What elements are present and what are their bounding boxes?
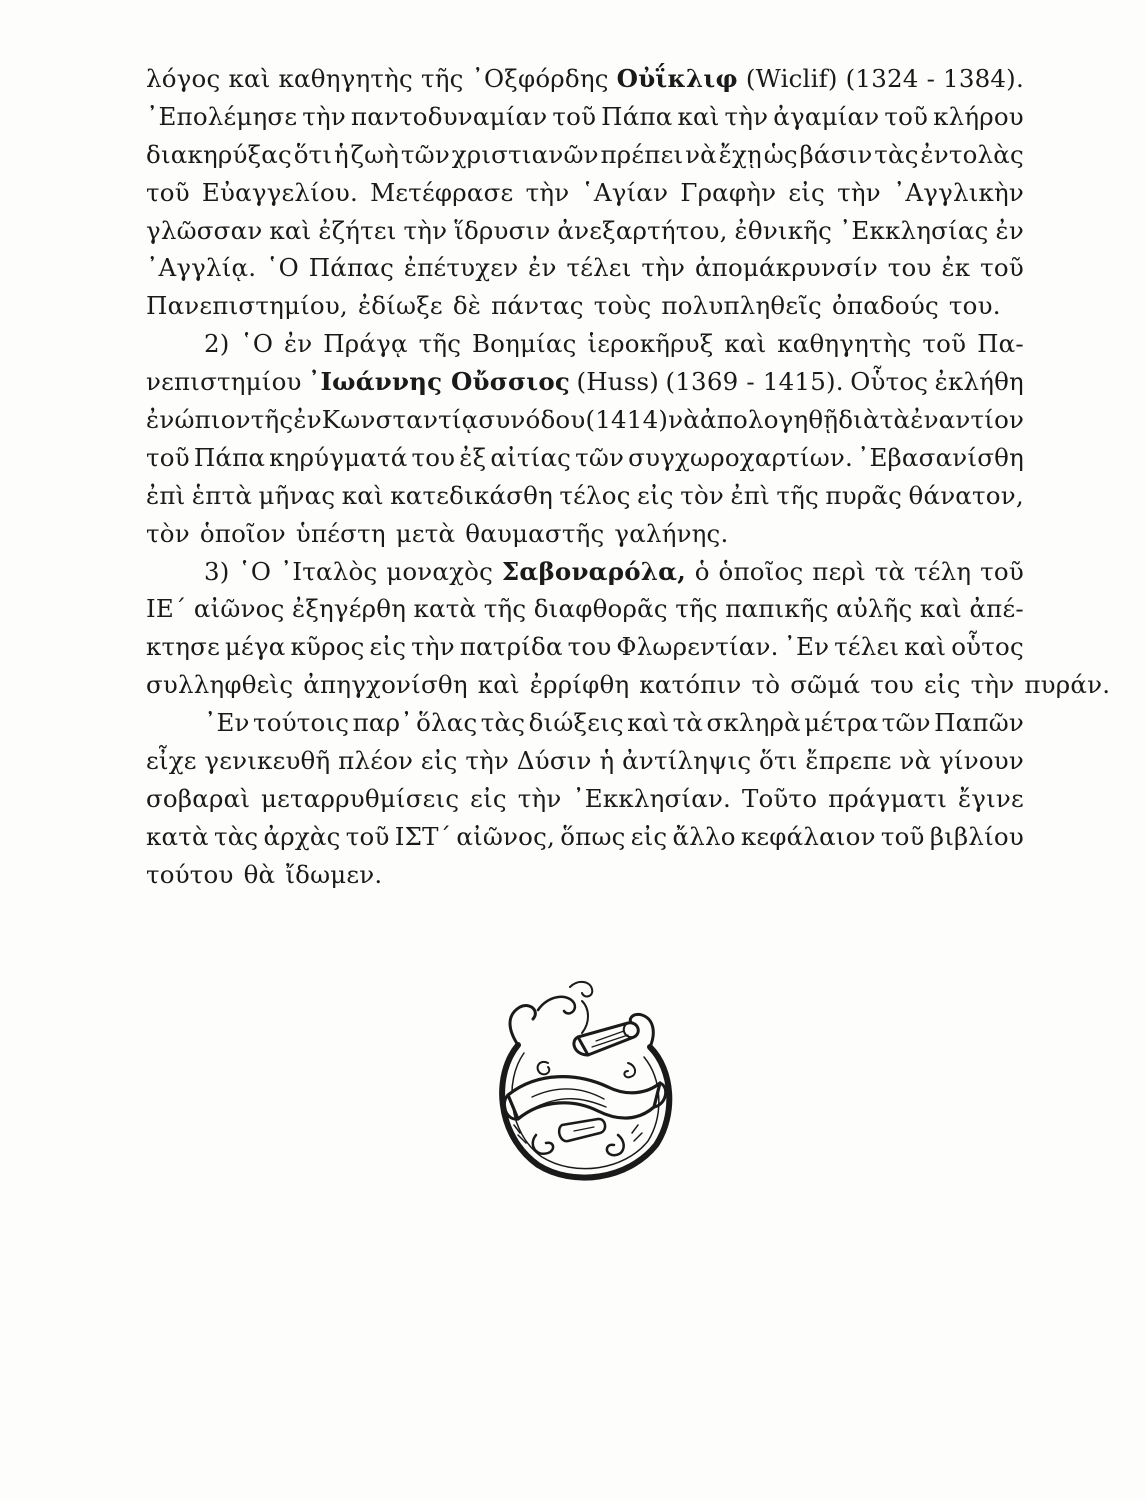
word: ῾Ο <box>266 253 299 283</box>
word: τῆς <box>483 594 527 624</box>
word: τῶν <box>881 708 931 738</box>
text-line <box>146 136 1024 174</box>
word: πλέον <box>338 746 414 776</box>
word: αἰῶνος <box>193 594 285 624</box>
word: ἡ <box>333 139 349 169</box>
word: ἐδίωξε <box>357 291 443 321</box>
word: τὴν <box>525 177 570 207</box>
word: οὗτος <box>951 632 1024 662</box>
word: (1324 - 1384). <box>845 64 1024 93</box>
word: ἐκλήθη <box>934 367 1024 397</box>
word: περὶ <box>812 556 866 586</box>
word: κατὰ <box>146 821 209 851</box>
word: τούτου <box>146 859 234 889</box>
word: κατὰ <box>413 594 477 624</box>
word: ἀνεξαρτήτου, <box>557 215 728 245</box>
word: Βοημίας <box>471 329 577 359</box>
word: τοῦ <box>146 177 190 207</box>
word: τῆς <box>675 594 718 624</box>
word: σῶμά <box>790 670 861 700</box>
word: τὰς <box>480 708 526 738</box>
text-line <box>146 363 1024 401</box>
word: πυρᾶς <box>825 480 903 510</box>
word: ἐν <box>995 215 1024 245</box>
word: πράγματι <box>828 783 948 813</box>
word: θαυμαστῆς <box>465 518 605 548</box>
word: τὸν <box>680 480 724 510</box>
text-line <box>146 515 1024 553</box>
word: ᾿Ιταλὸς <box>279 556 378 586</box>
body-text <box>146 60 1111 894</box>
word: μεταρρυθμίσεις <box>261 783 460 813</box>
word: διαφθορᾶς <box>533 594 668 624</box>
word: αἰῶνος, <box>456 821 556 851</box>
word: ζωὴ <box>350 139 400 169</box>
text-line <box>146 98 1024 136</box>
text-line <box>146 590 1024 628</box>
text-line <box>146 553 1024 591</box>
word: καὶ <box>477 670 520 700</box>
word: ἀπηγχονίσθη <box>303 670 468 700</box>
word: ἀπολογηθῇ <box>699 405 839 435</box>
word: τῶν <box>575 442 625 472</box>
word: τοῦ <box>146 442 190 472</box>
word: κτησε <box>146 632 220 662</box>
text-line <box>146 60 1024 98</box>
word: ΙΕ΄ <box>146 594 187 624</box>
text-line <box>146 401 1024 439</box>
text-line <box>146 742 1024 780</box>
word: (Huss) <box>576 367 660 397</box>
word: βιβλίου <box>929 821 1024 851</box>
word: θάνατον, <box>908 480 1024 510</box>
word: ἴδωμεν. <box>285 859 383 889</box>
word: διώξεις <box>528 708 624 738</box>
word: λόγος <box>146 64 221 93</box>
word: ὑπέστη <box>295 518 386 548</box>
word: ἡ <box>599 746 615 776</box>
word: μέτρα <box>804 708 879 738</box>
word: του <box>870 670 915 700</box>
word: ἔγινε <box>957 783 1024 813</box>
word: καὶ <box>627 708 670 738</box>
word: τοῦ <box>980 556 1024 586</box>
word: αἰτίας <box>490 442 572 472</box>
word: 2) <box>204 329 230 359</box>
word: δὲ <box>452 291 482 321</box>
word: ᾿Οξφόρδης <box>471 64 609 93</box>
word: ἐπὶ <box>730 480 770 510</box>
word: εἰς <box>470 783 507 813</box>
word: του <box>567 632 612 662</box>
word: καὶ <box>904 632 947 662</box>
word: καθηγητὴς <box>777 329 912 359</box>
word: τοῦ <box>880 821 925 851</box>
word: (Wiclif) <box>745 64 838 93</box>
word: εἰς <box>788 177 825 207</box>
word: καὶ <box>919 594 962 624</box>
text-line <box>146 477 1024 515</box>
word: ἐζήτει <box>318 215 397 245</box>
word: πρέπει <box>600 139 684 169</box>
text-line <box>146 666 1111 704</box>
text-line <box>146 325 1024 363</box>
word: εἰς <box>924 670 961 700</box>
word: τὴν <box>970 670 1015 700</box>
word: ῾Ο <box>240 329 274 359</box>
word: βάσιν <box>799 139 873 169</box>
word: ἀγαμίαν <box>773 101 880 131</box>
word: ἐξηγέρθη <box>292 594 407 624</box>
word: ῾Ο <box>238 556 272 586</box>
word: ἐθνικῆς <box>734 215 833 245</box>
word: ὅτι <box>759 746 798 776</box>
word: τέλος <box>559 480 631 510</box>
word: Πα- <box>977 329 1024 359</box>
word: τὴν <box>302 101 346 131</box>
word: ὅπως <box>560 821 626 851</box>
word: τοῦ <box>980 253 1024 283</box>
word: τῆς <box>250 405 294 435</box>
word: ῾Αγίαν <box>581 177 669 207</box>
word: τοῦ <box>922 329 967 359</box>
word: τοῦ <box>884 101 929 131</box>
word: καθηγητὴς <box>278 64 413 93</box>
word: αὐλῆς <box>836 594 913 624</box>
text-line <box>146 212 1024 250</box>
word: ἱεροκῆρυξ <box>587 329 714 359</box>
word: Πάπας <box>308 253 395 283</box>
word: τὴν <box>517 783 562 813</box>
word: Γραφὴν <box>680 177 777 207</box>
word: ἐν <box>283 329 313 359</box>
word: χριστιανῶν <box>451 139 599 169</box>
word: καὶ <box>269 215 312 245</box>
word: Πράγᾳ <box>323 329 408 359</box>
word: γίνουν <box>939 746 1024 776</box>
text-line <box>146 818 1024 856</box>
word: καὶ <box>341 480 384 510</box>
word: ἐν <box>528 253 557 283</box>
word: κεφάλαιον <box>740 821 876 851</box>
word: ὁ <box>694 556 710 586</box>
word: τῆς <box>776 480 819 510</box>
text-line <box>146 287 1024 325</box>
word: πάντας <box>491 291 584 321</box>
word: τὸ <box>751 670 781 700</box>
word: Παπῶν <box>934 708 1024 738</box>
word: ἔχῃ <box>718 139 762 169</box>
word: συνόδου <box>478 405 586 435</box>
word: νὰ <box>668 405 700 435</box>
bold-name: Σαβοναρόλα, <box>501 556 686 586</box>
text-line <box>146 780 1024 818</box>
word: ἀπομάκρυνσίν <box>694 253 878 283</box>
word: μοναχὸς <box>386 556 494 586</box>
word: συγχωροχαρτίων. <box>628 442 853 472</box>
word: νὰ <box>685 139 717 169</box>
word: καὶ <box>677 101 720 131</box>
word: κῦρος <box>290 632 365 662</box>
word: νὰ <box>899 746 932 776</box>
word: ἐναντίον <box>910 405 1025 435</box>
word: Εὐαγγελίου. <box>201 177 358 207</box>
word: τοὺς <box>593 291 652 321</box>
word: τὰ <box>874 556 906 586</box>
word: ἵδρυσιν <box>454 215 551 245</box>
word: παντοδυναμίαν <box>350 101 548 131</box>
word: καὶ <box>724 329 767 359</box>
word: ἐξ <box>459 442 487 472</box>
word: παπικῆς <box>725 594 829 624</box>
word: εἰς <box>637 480 674 510</box>
word: τέλει <box>834 632 900 662</box>
word: Μετέφρασε <box>370 177 514 207</box>
word: τὸν <box>146 518 190 548</box>
word: ἑπτὰ <box>191 480 253 510</box>
word: ὅλας <box>416 708 478 738</box>
word: κατεδικάσθη <box>390 480 553 510</box>
word: εἰς <box>369 632 407 662</box>
word: εἰς <box>420 746 458 776</box>
word: εἶχε <box>146 746 197 776</box>
word: ἐπὶ <box>146 480 186 510</box>
word: κλήρου <box>933 101 1024 131</box>
word: μετὰ <box>395 518 456 548</box>
word: σοβαραὶ <box>146 783 251 813</box>
bold-name: ᾿Ιωάννης Οὔσσιος <box>308 367 570 397</box>
word: θὰ <box>243 859 276 889</box>
word: γαλήνης. <box>614 518 729 548</box>
text-line <box>146 174 1024 212</box>
word: πυράν. <box>1024 670 1111 700</box>
word: μῆνας <box>258 480 336 510</box>
word: εἰς <box>630 821 668 851</box>
text-line <box>146 249 1024 287</box>
word: ᾿Εν <box>783 632 830 662</box>
word: ὅτι <box>293 139 333 169</box>
word: ἐν <box>293 405 322 435</box>
word: τέλει <box>566 253 632 283</box>
word: τῆς <box>420 64 464 93</box>
word: του. <box>948 291 1001 321</box>
word: του <box>887 253 932 283</box>
word: ἐρρίφθη <box>529 670 630 700</box>
word: (1369 - 1415). <box>665 367 844 397</box>
word: ἐνώπιον <box>146 405 251 435</box>
word: νεπιστημίου <box>146 367 302 397</box>
word: πατρίδα <box>459 632 563 662</box>
word: διακηρύξας <box>146 139 292 169</box>
word: καὶ <box>228 64 271 93</box>
word: ᾿Επολέμησε <box>146 101 298 131</box>
word: ὁποῖον <box>199 518 286 548</box>
word: ἐκ <box>941 253 971 283</box>
word: (1414) <box>585 405 669 435</box>
word: τὴν <box>411 632 455 662</box>
word: τὰς <box>213 821 259 851</box>
word: τῆς <box>418 329 462 359</box>
word: τὴν <box>724 101 769 131</box>
word: τὰ <box>672 708 704 738</box>
word: Κωνσταντίᾳ <box>321 405 479 435</box>
word: διὰ <box>838 405 880 435</box>
word: τέλη <box>914 556 972 586</box>
word: ἔπρεπε <box>805 746 892 776</box>
bold-name: Οὐΐκλιφ <box>616 64 738 93</box>
word: τὰ <box>879 405 911 435</box>
word: ἀρχὰς <box>263 821 341 851</box>
text-line <box>146 704 1024 742</box>
word: γενικευθῆ <box>204 746 331 776</box>
word: 3) <box>204 556 230 586</box>
text-line <box>146 856 1024 894</box>
word: τὰς <box>874 139 919 169</box>
word: τῶν <box>400 139 450 169</box>
word: ᾿Εκκλησίαν. <box>572 783 732 813</box>
word: του <box>411 442 456 472</box>
word: ὀπαδούς <box>831 291 939 321</box>
word: ἐπέτυχεν <box>403 253 519 283</box>
word: τὴν <box>465 746 510 776</box>
word: παρ᾿ <box>352 708 413 738</box>
word: Οὗτος <box>850 367 929 397</box>
word: πολυπληθεῖς <box>661 291 822 321</box>
word: τὴν <box>403 215 448 245</box>
word: ἀντίληψις <box>622 746 752 776</box>
word: τοῦ <box>552 101 597 131</box>
word: Δύσιν <box>516 746 592 776</box>
word: Τοῦτο <box>741 783 818 813</box>
word: Πάπα <box>193 442 266 472</box>
word: ᾿Εβασανίσθη <box>857 442 1024 472</box>
word: τούτοις <box>253 708 350 738</box>
text-line <box>146 439 1024 477</box>
word: ΙΣΤ΄ <box>394 821 452 851</box>
word: γλῶσσαν <box>146 215 263 245</box>
word: ἄλλο <box>672 821 736 851</box>
text-line <box>146 628 1024 666</box>
word: τοῦ <box>345 821 390 851</box>
word: Φλωρεντίαν. <box>616 632 779 662</box>
word: μέγα <box>224 632 286 662</box>
word: συλληφθεὶς <box>146 670 294 700</box>
word: ὡς <box>763 139 798 169</box>
word: Πανεπιστημίου, <box>146 291 348 321</box>
word: τὴν <box>837 177 881 207</box>
word: ἐντολὰς <box>920 139 1024 169</box>
word: ᾿Αγγλίᾳ. <box>146 253 257 283</box>
word: ᾿Αγγλικὴν <box>892 177 1024 207</box>
word: ᾿Εκκλησίας <box>838 215 989 245</box>
word: τὴν <box>641 253 686 283</box>
word: κατόπιν <box>639 670 742 700</box>
scroll-vignette-icon <box>478 975 678 1185</box>
word: ᾿Εν <box>204 708 250 738</box>
word: ἀπέ- <box>969 594 1024 624</box>
word: κηρύγματά <box>269 442 408 472</box>
word: Πάπα <box>601 101 673 131</box>
word: ὁποῖος <box>718 556 804 586</box>
word: σκληρὰ <box>706 708 801 738</box>
